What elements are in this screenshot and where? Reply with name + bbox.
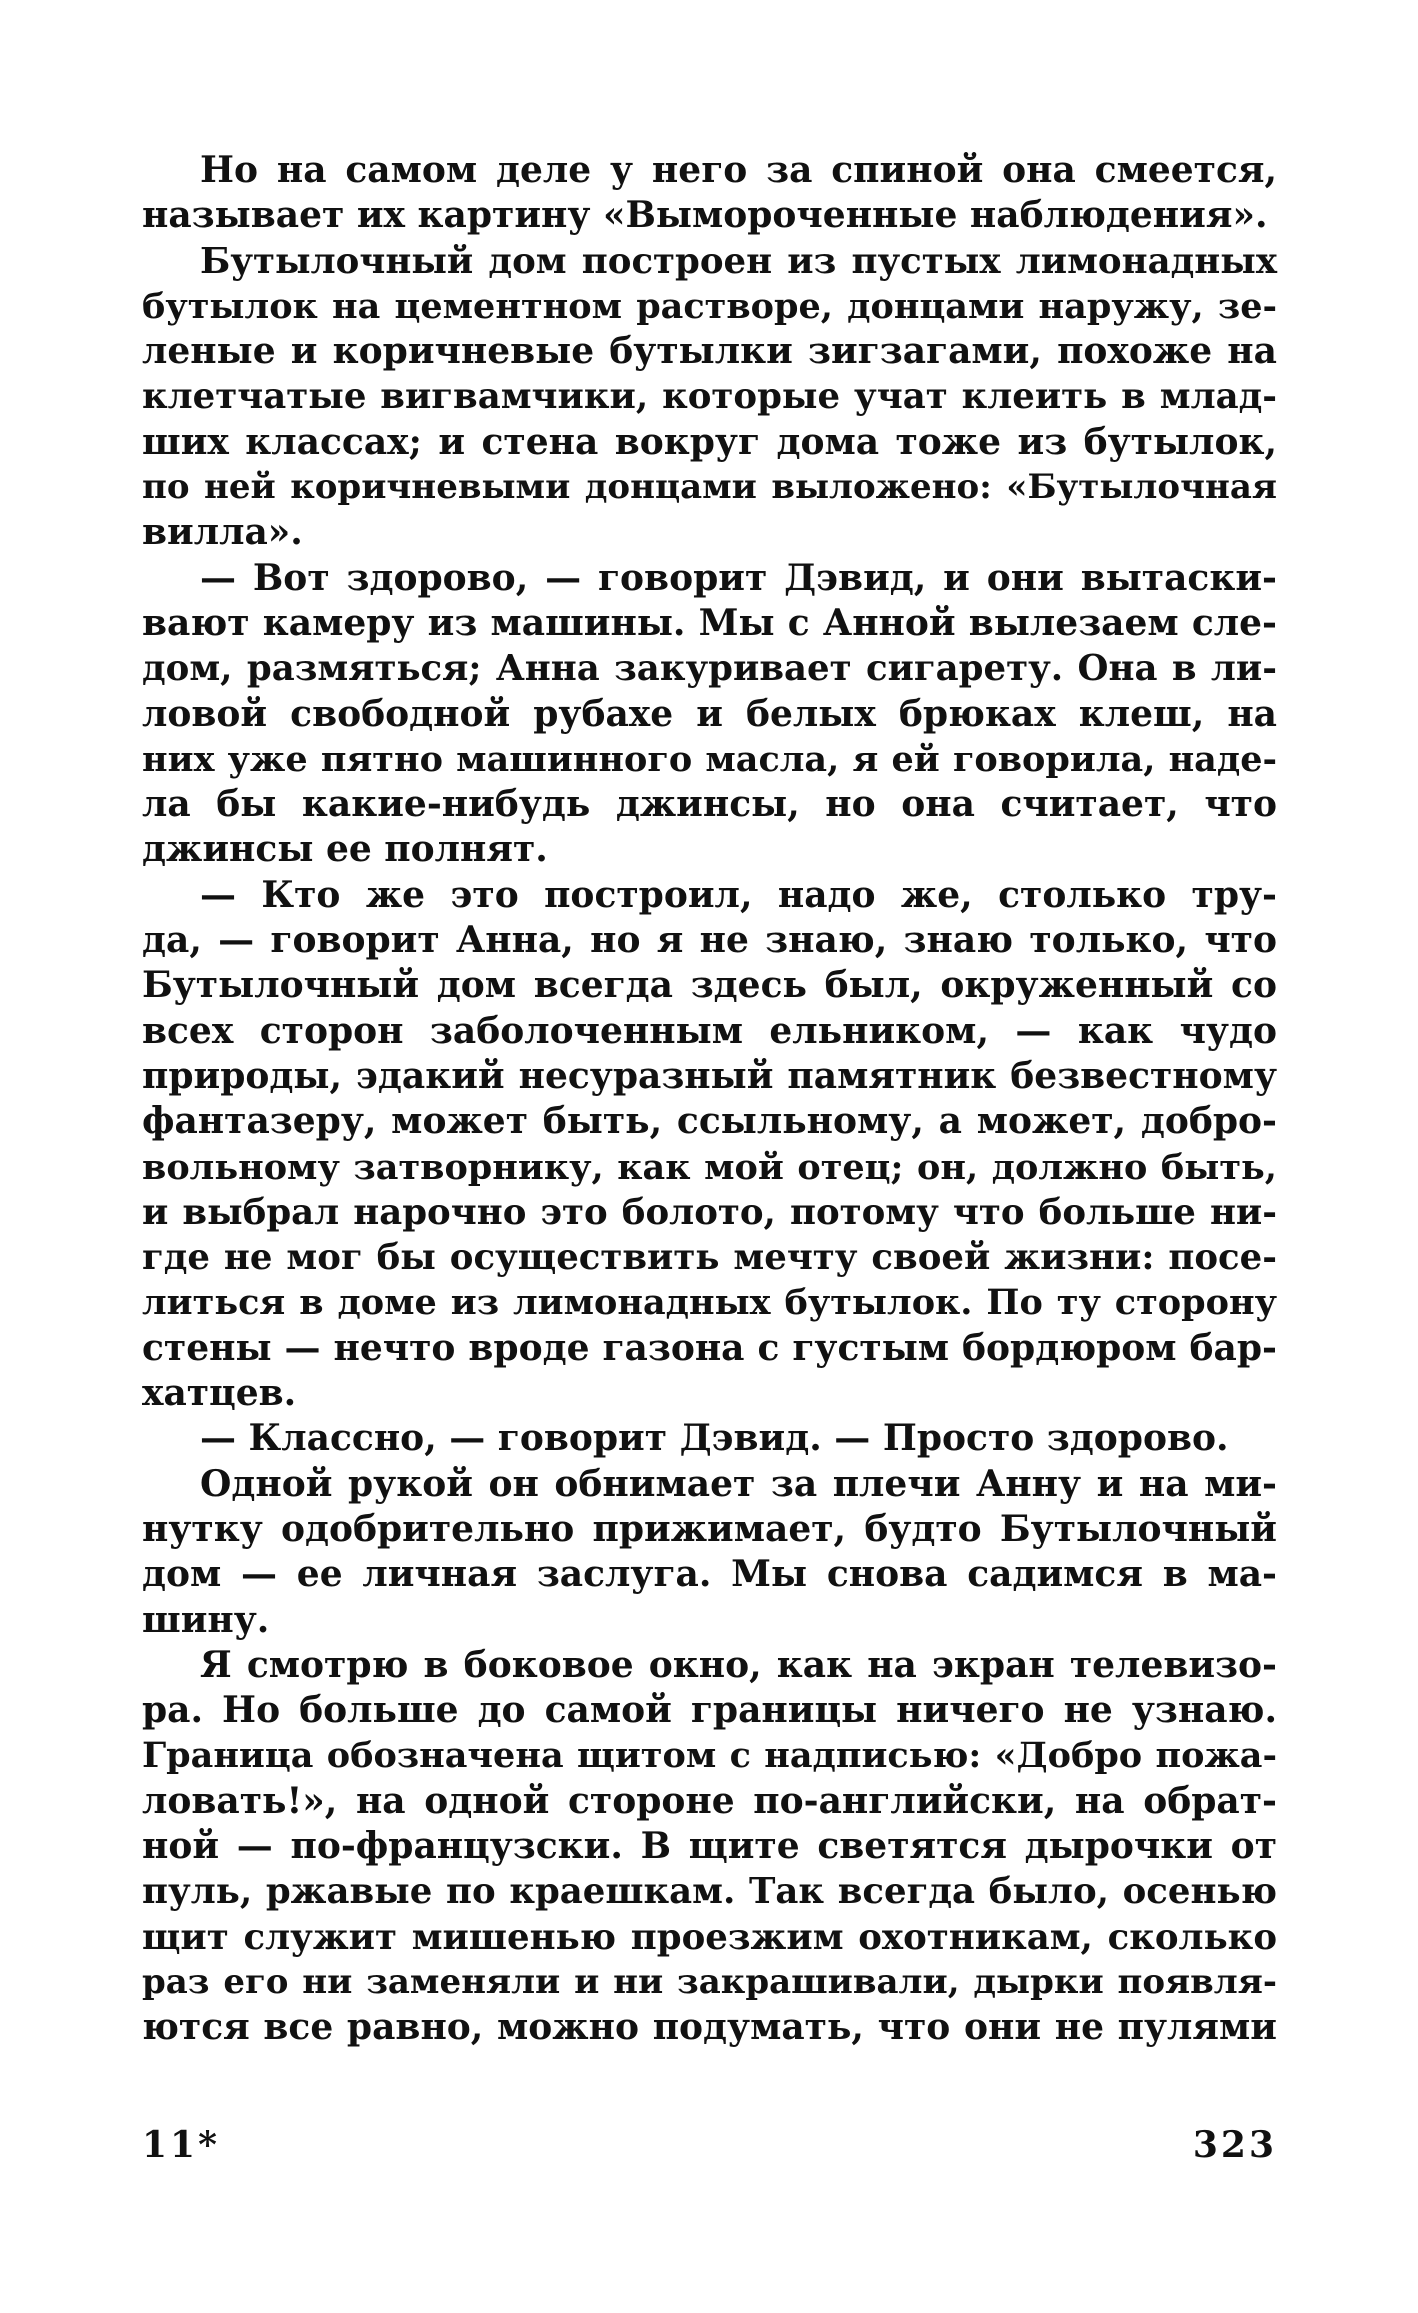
text-line: природы, эдакий несуразный памятник безвестному bbox=[142, 1054, 1277, 1097]
text-line: клетчатые вигвамчики, которые учат клеить в млад- bbox=[142, 376, 1277, 418]
body-text bbox=[142, 148, 1277, 2050]
text-line: дом, размяться; Анна закуривает сигарету. Она в ли- bbox=[142, 648, 1277, 690]
text-line: Бутылочный дом всегда здесь был, окруженный со bbox=[142, 964, 1277, 1007]
text-line: хатцев. bbox=[142, 1372, 297, 1415]
text-line: щит служит мишенью проезжим охотникам, сколько bbox=[142, 1916, 1277, 1958]
text-line: — Классно, — говорит Дэвид. — Просто здорово. bbox=[200, 1417, 1229, 1460]
text-line: Бутылочный дом построен из пустых лимонадных bbox=[200, 240, 1277, 282]
text-line: ловой свободной рубахе и белых брюках клеш, на bbox=[142, 692, 1277, 735]
text-line: дом — ее личная заслуга. Мы снова садимся в ма- bbox=[142, 1553, 1277, 1596]
text-line: Одной рукой он обнимает за плечи Анну и на ми- bbox=[200, 1462, 1277, 1505]
text-line: вольному затворнику, как мой отец; он, должно быть, bbox=[142, 1146, 1277, 1188]
text-line: где не мог бы осуществить мечту своей жизни: посе- bbox=[142, 1237, 1277, 1279]
text-line: нутку одобрительно прижимает, будто Бутылочный bbox=[142, 1507, 1277, 1550]
text-line: называет их картину «Вымороченные наблюдения». bbox=[142, 194, 1268, 237]
text-line: вилла». bbox=[142, 511, 303, 554]
text-line: ра. Но больше до самой границы ничего не узнаю. bbox=[142, 1689, 1277, 1732]
text-line: ной — по-французски. В щите светятся дырочки от bbox=[142, 1824, 1277, 1867]
text-line: них уже пятно машинного масла, я ей говорила, наде- bbox=[142, 738, 1277, 780]
text-line: ловать!», на одной стороне по-английски, на обрат- bbox=[142, 1779, 1277, 1822]
text-line: вают камеру из машины. Мы с Анной вылезаем сле- bbox=[142, 601, 1277, 644]
text-line: леные и коричневые бутылки зигзагами, похоже на bbox=[142, 330, 1277, 373]
text-line: раз его ни заменяли и ни закрашивали, дырки появля- bbox=[142, 1961, 1277, 2002]
text-line: ются все равно, можно подумать, что они не пулями bbox=[142, 2006, 1277, 2049]
text-line: и выбрал нарочно это болото, потому что больше ни- bbox=[142, 1191, 1277, 1233]
text-line: шину. bbox=[142, 1598, 270, 1641]
text-line: стены — нечто вроде газона с густым бордюром бар- bbox=[142, 1326, 1277, 1369]
signature-mark: 11* bbox=[142, 2124, 220, 2166]
text-line: ших классах; и стена вокруг дома тоже из бутылок, bbox=[142, 420, 1277, 463]
text-line: всех сторон заболоченным ельником, — как чудо bbox=[142, 1009, 1277, 1052]
page-number: 323 bbox=[1192, 2124, 1277, 2166]
text-line: литься в доме из лимонадных бутылок. По ту сторону bbox=[142, 1282, 1277, 1324]
text-line: фантазеру, может быть, ссыльному, а может, добро- bbox=[142, 1100, 1277, 1143]
text-line: по ней коричневыми донцами выложено: «Бутылочная bbox=[142, 467, 1277, 508]
text-line: ла бы какие-нибудь джинсы, но она считает, что bbox=[142, 783, 1277, 826]
text-line: Я смотрю в боковое окно, как на экран телевизо- bbox=[200, 1643, 1277, 1686]
text-line: — Вот здорово, — говорит Дэвид, и они вытаски- bbox=[200, 556, 1277, 599]
text-line: пуль, ржавые по краешкам. Так всегда было, осенью bbox=[142, 1871, 1277, 1913]
text-line: — Кто же это построил, надо же, столько тру- bbox=[200, 873, 1277, 916]
text-line: да, — говорит Анна, но я не знаю, знаю только, что bbox=[142, 919, 1277, 962]
text-line: бутылок на цементном растворе, донцами наружу, зе- bbox=[142, 285, 1277, 327]
text-line: Граница обозначена щитом с надписью: «Добро пожа- bbox=[142, 1735, 1277, 1777]
text-line: Но на самом деле у него за спиной она смеется, bbox=[200, 149, 1277, 191]
text-line: джинсы ее полнят. bbox=[142, 828, 548, 871]
